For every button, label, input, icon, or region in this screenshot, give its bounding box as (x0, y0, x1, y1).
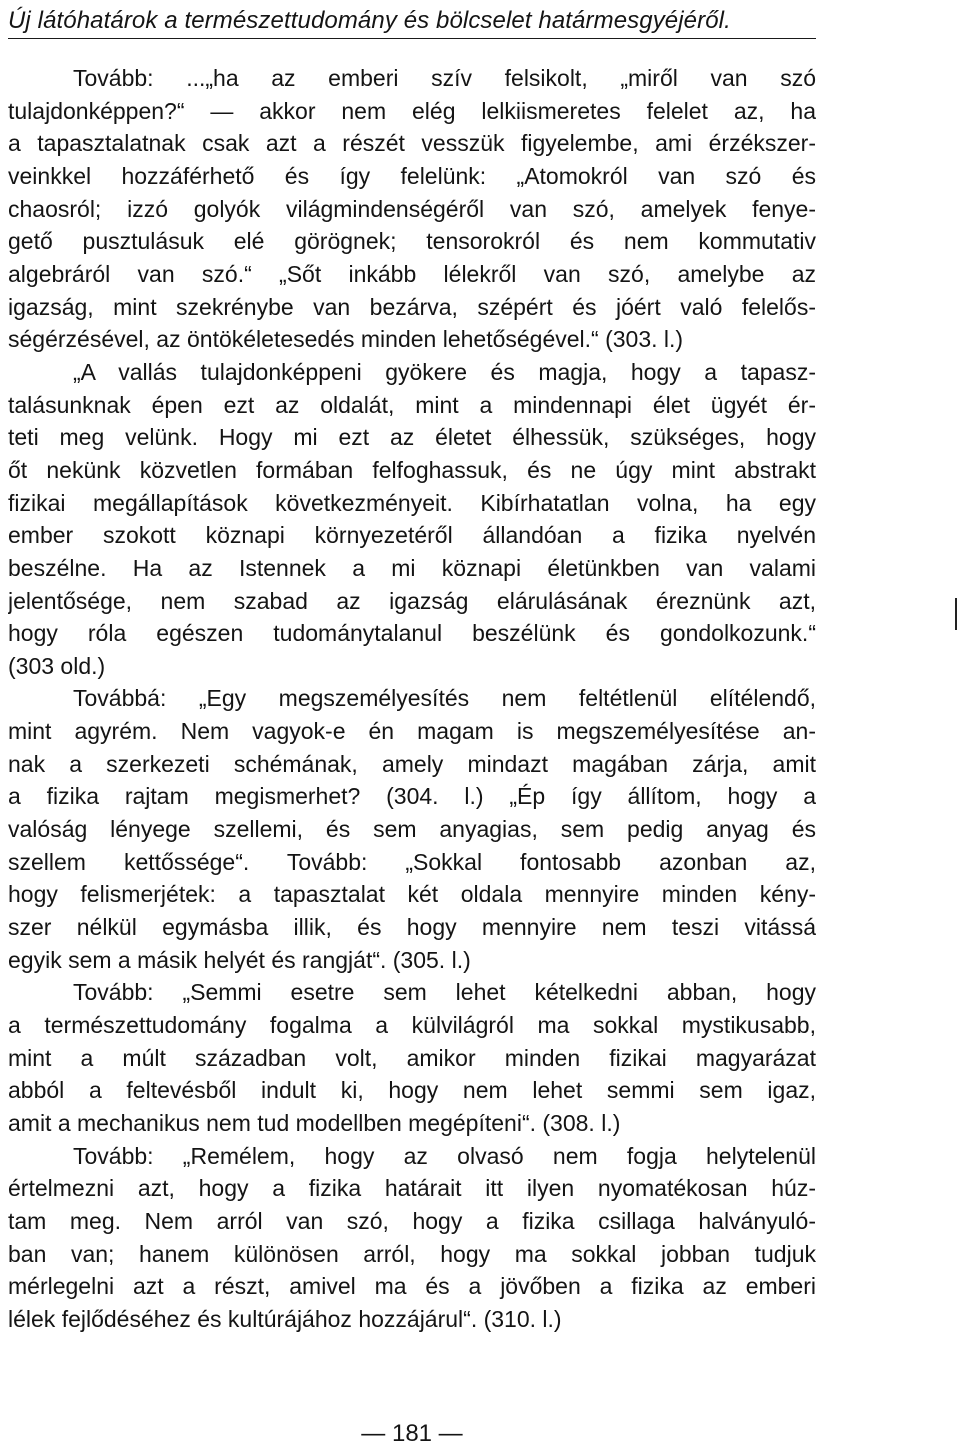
text-line: a tapasztalatnak csak azt a részét vesszük figyelembe, ami érzékszer- (8, 130, 816, 157)
header-underline (8, 38, 816, 39)
text-line: mint agyrém. Nem vagyok-e én magam is megszemélyesítése an- (8, 718, 816, 745)
page-number: — 181 — (361, 1420, 463, 1447)
body-text (8, 62, 816, 1336)
text-line: gető pusztulásuk elé görögnek; tensorokról és nem kommutativ (8, 228, 816, 255)
text-line: szellem kettőssége“. Tovább: „Sokkal fontosabb azonban az, (8, 848, 816, 875)
text-line: Továbbá: „Egy megszemélyesítés nem feltétlenül elítélendő, (73, 685, 816, 712)
text-line: hogy róla egészen tudománytalanul beszélünk és gondolkozunk.“ (8, 620, 816, 647)
text-line: szer nélkül egymásba illik, és hogy mennyire nem teszi vitássá (8, 914, 816, 941)
text-line: ember szokott köznapi környezetéről állandóan a fizika nyelvén (8, 522, 816, 549)
text-line: Tovább: „Semmi esetre sem lehet kételkedni abban, hogy (73, 979, 816, 1006)
text-line: talásunknak épen ezt az oldalát, mint a mindennapi élet ügyét ér- (8, 391, 816, 418)
text-line: „A vallás tulajdonképpeni gyökere és magja, hogy a tapasz- (73, 358, 816, 385)
text-line: veinkkel hozzáférhető és így felelünk: „Atomokról van szó és (8, 162, 816, 189)
text-line: a fizika rajtam megismerhet? (304. l.) „Ép így állítom, hogy a (8, 783, 816, 810)
text-line: mérlegelni azt a részt, amivel ma és a jövőben a fizika az emberi (8, 1273, 816, 1300)
text-line: amit a mechanikus nem tud modellben megépíteni“. (308. l.) (8, 1110, 621, 1136)
text-line: tam meg. Nem arról van szó, hogy a fizika csillaga halványuló- (8, 1207, 816, 1234)
text-line: ban van; hanem különösen arról, hogy ma sokkal jobban tudjuk (8, 1240, 816, 1267)
text-line: igazság, mint szekrénybe van bezárva, szépért és jóért való felelős- (8, 293, 816, 320)
text-line: (303 old.) (8, 652, 106, 679)
text-line: értelmezni azt, hogy a fizika határait itt ilyen nyomatékosan húz- (8, 1175, 816, 1202)
text-line: lélek fejlődéséhez és kultúrájához hozzájárul“. (310. l.) (8, 1305, 562, 1332)
text-line: Tovább: ...„ha az emberi szív felsikolt, „miről van szó (73, 65, 816, 91)
running-header: Új látóhatárok a természettudomány és bölcselet határmesgyéjéről. (8, 7, 731, 34)
text-line: ségérzésével, az öntökéletesedés minden lehetőségével.“ (303. l.) (8, 326, 684, 353)
text-line: Tovább: „Remélem, hogy az olvasó nem fogja helytelenül (73, 1142, 816, 1169)
text-line: valóság lényege szellemi, és sem anyagias, sem pedig anyag és (8, 816, 816, 843)
text-line: egyik sem a másik helyét és rangját“. (305. l.) (8, 946, 471, 973)
text-line: algebráról van szó.“ „Sőt inkább lélekről van szó, amelybe az (8, 260, 816, 287)
text-line: abból a feltevésből indult ki, hogy nem lehet semmi sem igaz, (8, 1077, 816, 1104)
text-line: őt nekünk közvetlen formában felfoghassuk, és ne úgy mint abstrakt (8, 456, 816, 483)
text-line: mint a múlt században volt, amikor minden fizikai magyarázat (8, 1044, 816, 1071)
text-line: jelentősége, nem szabad az igazság elárulásának éreznünk azt, (8, 587, 816, 614)
text-line: fizikai megállapítások következményeit. Kibírhatatlan volna, ha egy (8, 489, 816, 516)
text-line: tulajdonképpen?“ — akkor nem elég lelkiismeretes felelet az, ha (8, 97, 816, 124)
text-line: teti meg velünk. Hogy mi ezt az életet élhessük, szükséges, hogy (8, 424, 816, 451)
text-line: beszélne. Ha az Istennek a mi köznapi életünkben van valami (8, 554, 816, 581)
margin-mark (955, 598, 957, 630)
text-line: chaosról; izzó golyók világmindenségéről van szó, amelyek fenye- (8, 195, 816, 222)
text-line: a természettudomány fogalma a külvilágról ma sokkal mystikusabb, (8, 1012, 816, 1039)
text-line: nak a szerkezeti schémának, amely mindazt magában zárja, amit (8, 750, 816, 777)
text-line: hogy felismerjétek: a tapasztalat két oldala mennyire minden kény- (8, 881, 816, 908)
